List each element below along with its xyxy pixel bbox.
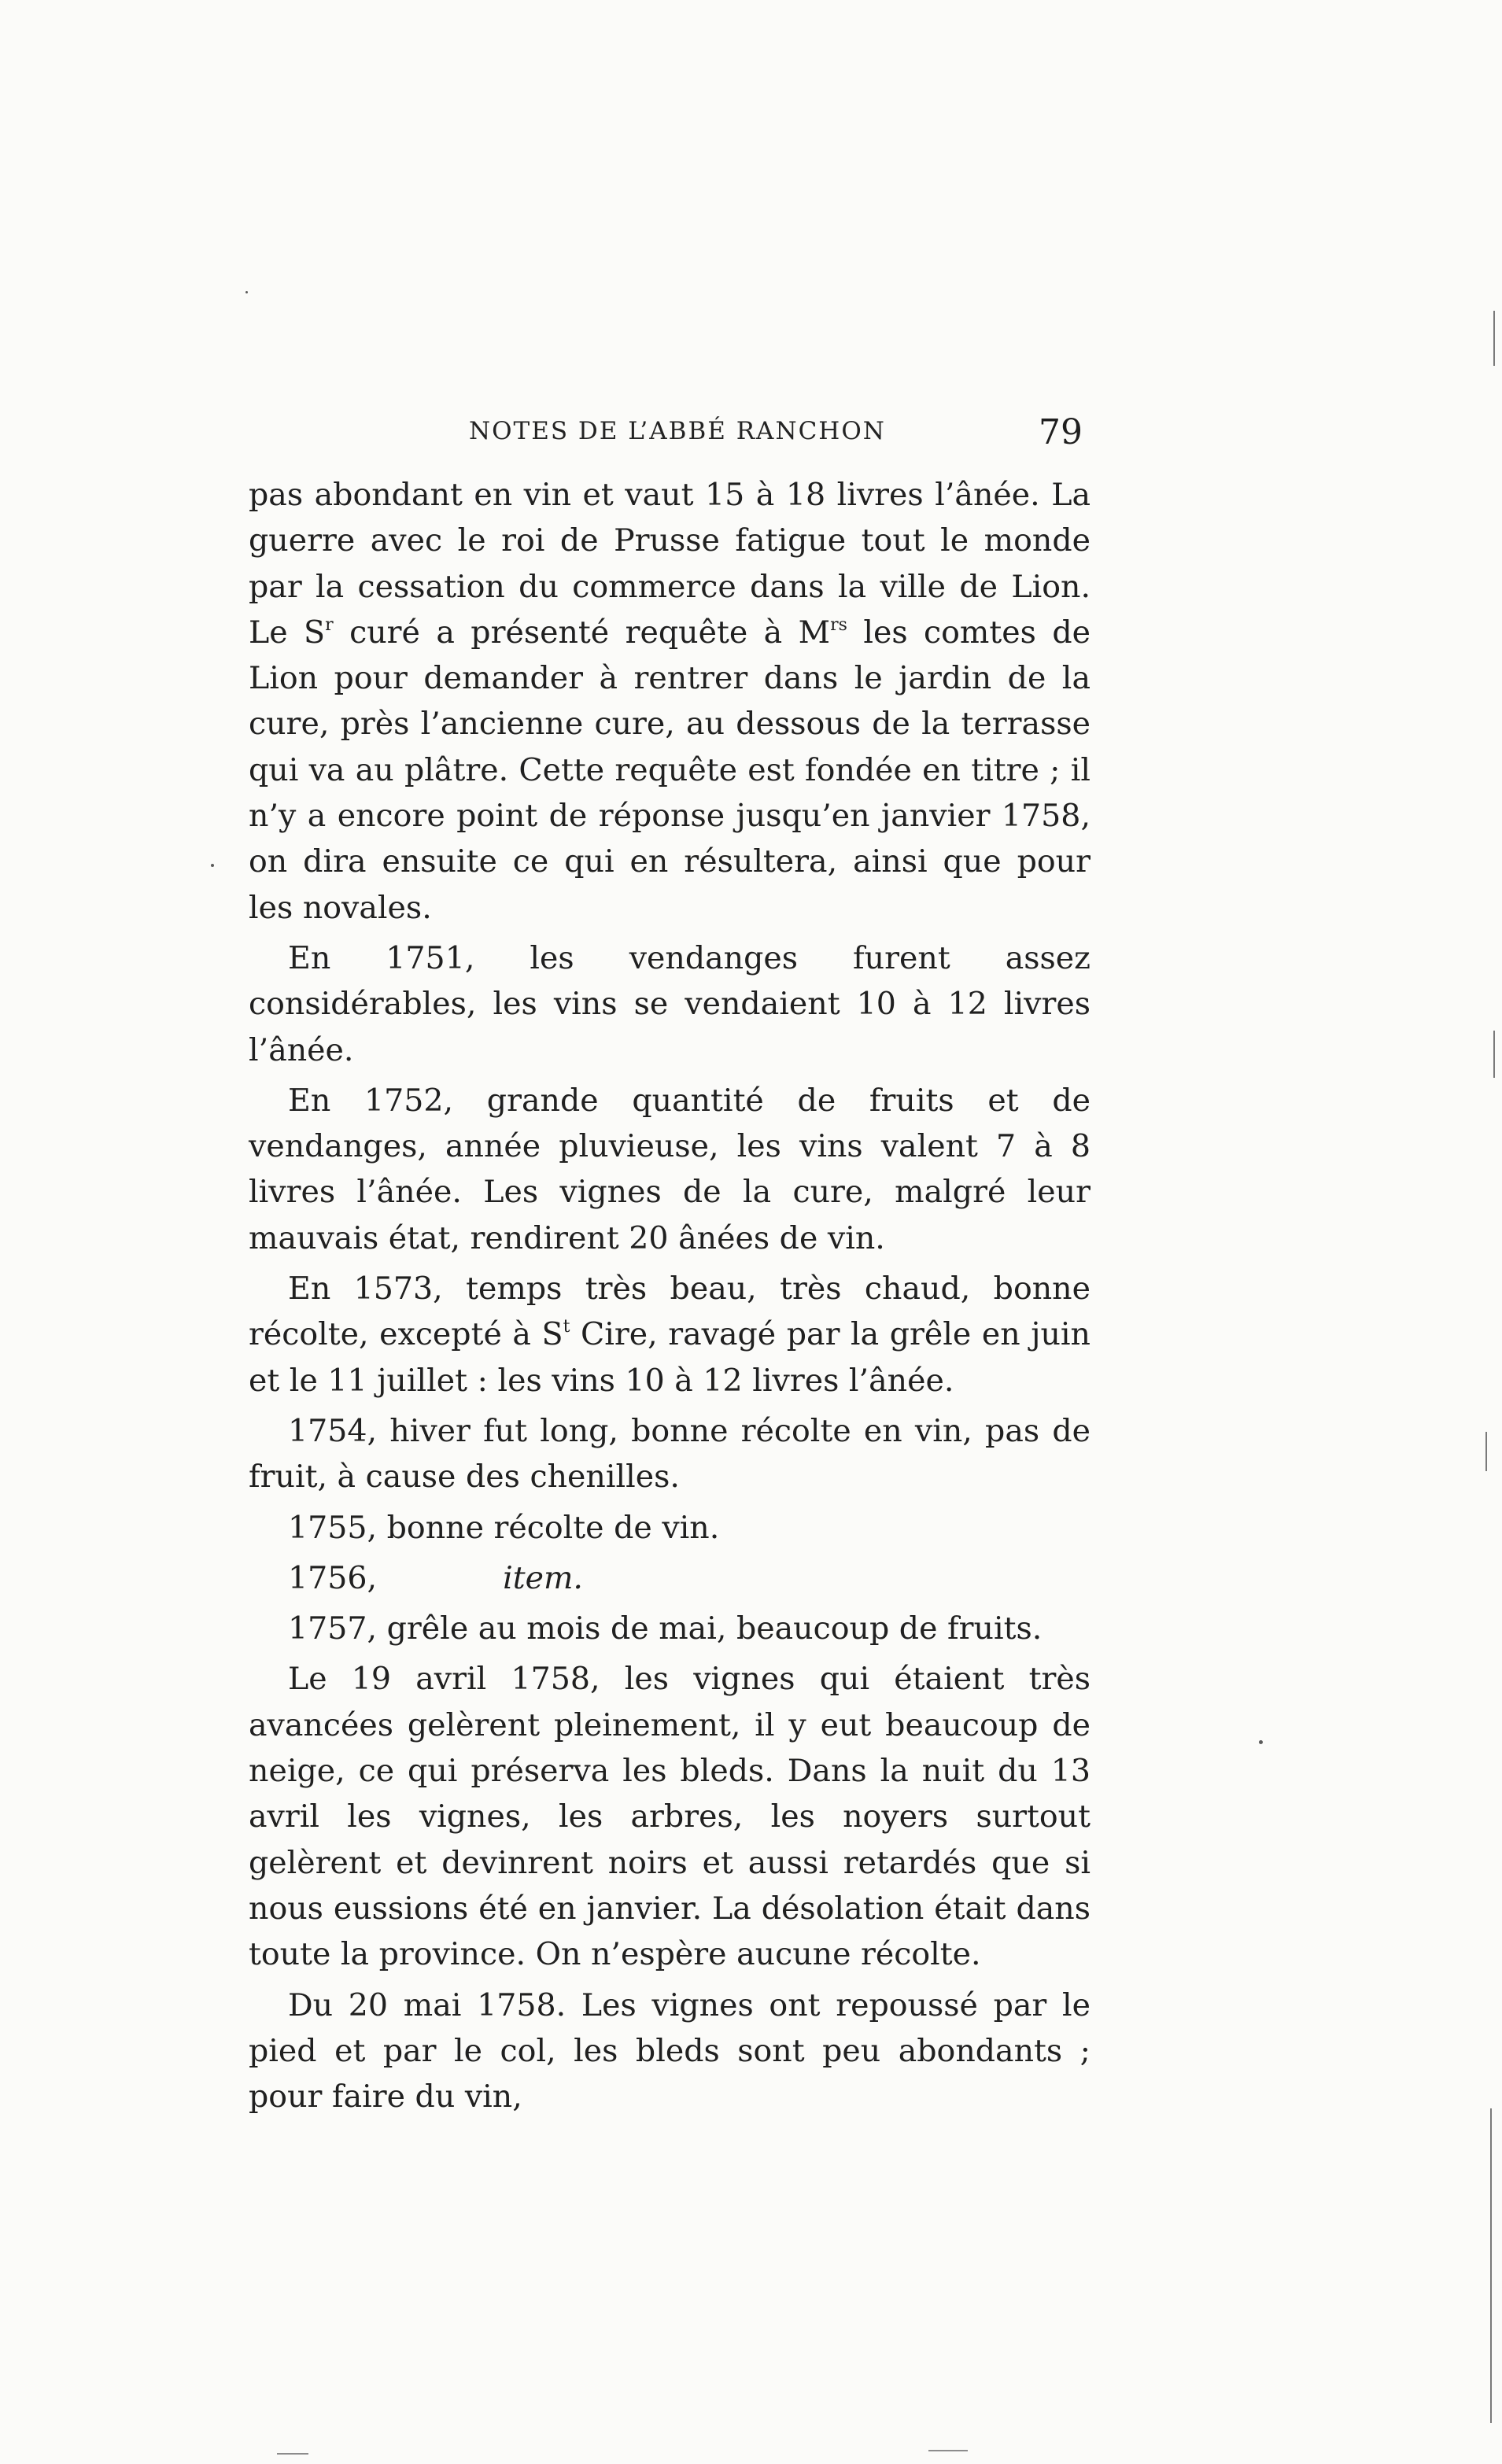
scan-rule-mark — [277, 2453, 308, 2455]
scan-speck — [1259, 1740, 1263, 1744]
paragraph: Du 20 mai 1758. Les vignes ont repoussé par le pied et par le col, les bleds sont peu abondants ; pour faire du vin, — [249, 1986, 1091, 2115]
running-title: NOTES DE L’ABBÉ RANCHON — [469, 417, 886, 445]
scan-edge-mark — [1490, 2108, 1492, 2423]
page-header — [249, 412, 1083, 459]
scan-edge-mark — [1493, 311, 1495, 366]
scan-edge-mark — [1485, 1432, 1487, 1471]
paragraph: En 1751, les vendanges furent assez considérables, les vins se vendaient 10 à 12 livres l’ânée. — [249, 939, 1091, 1068]
scan-rule-mark — [928, 2450, 968, 2451]
paragraph: En 1752, grande quantité de fruits et de vendanges, année pluvieuse, les vins valent 7 à 8 livres l’ânée. Les vignes de la cure, malgré leur mauvais état, rendirent 20 ânées de vin. — [249, 1082, 1091, 1256]
paragraph: 1756, item. — [288, 1559, 583, 1596]
scan-speck — [211, 864, 214, 867]
scan-edge-mark — [1493, 1031, 1495, 1078]
paragraph: 1757, grêle au mois de mai, beaucoup de fruits. — [288, 1610, 1043, 1647]
paragraph: En 1573, temps très beau, très chaud, bonne récolte, excepté à $S^t$ Cire, ravagé par la grêle en juin et le 11 juillet : les vins 10 à 12 livres l’ânée. — [249, 1271, 1091, 1399]
body-text — [249, 472, 1091, 2124]
paragraph: 1755, bonne récolte de vin. — [288, 1509, 720, 1546]
paragraph: pas abondant en vin et vaut 15 à 18 livres l’ânée. La guerre avec le roi de Prusse fatigue tout le monde par la cessation du commerce dans la ville de Lion. Le $S^r$ curé a présenté requête à $M^{rs}$ les comtes de Lion pour demander à rentrer dans le jardin de la cure, près l’ancienne cure, au dessous de la terrasse qui va au plâtre. Cette requête est fondée en titre ; il n’y a encore point de réponse jusqu’en janvier 1758, on dira ensuite ce qui en résultera, ainsi que pour les novales. — [249, 477, 1091, 926]
page-number: 79 — [1039, 412, 1083, 452]
paragraph: Le 19 avril 1758, les vignes qui étaient très avancées gelèrent pleinement, il y eut beaucoup de neige, ce qui préserva les bleds. Dans la nuit du 13 avril les vignes, les arbres, les noyers surtout gelèrent et devinrent noirs et aussi retardés que si nous eussions été en janvier. La désolation était dans toute la province. On n’espère aucune récolte. — [249, 1661, 1091, 1973]
paragraph: 1754, hiver fut long, bonne récolte en vin, pas de fruit, à cause des chenilles. — [249, 1412, 1091, 1496]
scan-speck — [245, 291, 248, 293]
